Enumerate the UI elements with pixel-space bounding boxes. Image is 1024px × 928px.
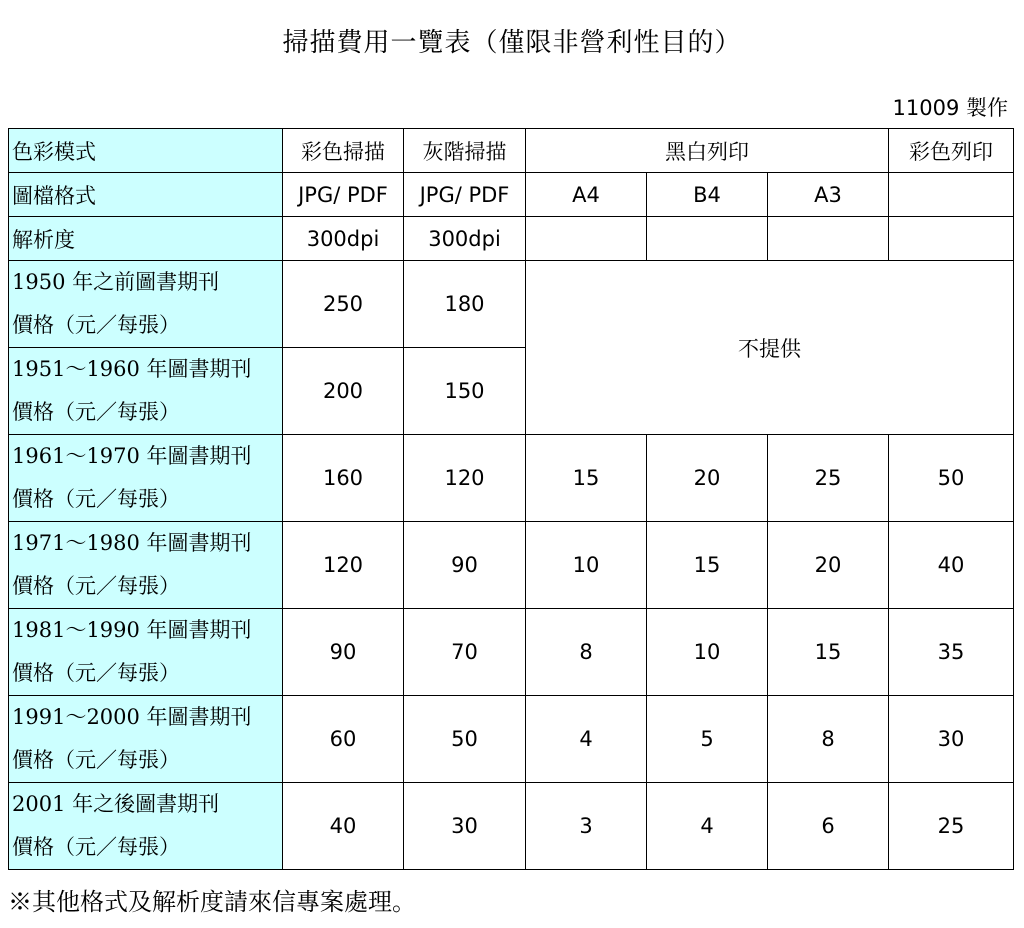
color-scan-header: 彩色掃描 — [283, 129, 404, 173]
price-bw-b4: 5 — [647, 696, 768, 783]
table-row — [9, 609, 1014, 696]
dpi-color-print — [889, 217, 1014, 261]
table-row — [9, 522, 1014, 609]
period-label: 1961～1970 年圖書期刊 價格（元／每張） — [9, 435, 283, 522]
price-table — [8, 128, 1014, 870]
dpi-b4 — [647, 217, 768, 261]
dpi-a4 — [526, 217, 647, 261]
price-bw-a3: 8 — [768, 696, 889, 783]
price-color-scan: 120 — [283, 522, 404, 609]
price-color-scan: 40 — [283, 783, 404, 870]
size-b4: B4 — [647, 173, 768, 217]
price-bw-a4: 3 — [526, 783, 647, 870]
price-color-print: 40 — [889, 522, 1014, 609]
dpi-color-scan: 300dpi — [283, 217, 404, 261]
price-gray-scan: 30 — [404, 783, 526, 870]
period-label: 1971～1980 年圖書期刊 價格（元／每張） — [9, 522, 283, 609]
price-gray-scan: 90 — [404, 522, 526, 609]
maker-stamp: 11009 製作 — [892, 96, 1008, 120]
price-bw-a3: 6 — [768, 783, 889, 870]
price-color-scan: 160 — [283, 435, 404, 522]
gray-scan-header: 灰階掃描 — [404, 129, 526, 173]
price-color-print: 35 — [889, 609, 1014, 696]
price-bw-b4: 20 — [647, 435, 768, 522]
price-color-print: 30 — [889, 696, 1014, 783]
price-gray-scan: 50 — [404, 696, 526, 783]
color-print-header: 彩色列印 — [889, 129, 1014, 173]
table-row — [9, 435, 1014, 522]
period-label: 2001 年之後圖書期刊 價格（元／每張） — [9, 783, 283, 870]
price-bw-a3: 20 — [768, 522, 889, 609]
dpi-gray-scan: 300dpi — [404, 217, 526, 261]
page-title: 掃描費用一覽表（僅限非營利性目的） — [282, 28, 742, 58]
price-color-print: 50 — [889, 435, 1014, 522]
header-row-format — [9, 173, 1014, 217]
price-bw-b4: 4 — [647, 783, 768, 870]
format-color-print — [889, 173, 1014, 217]
size-a4: A4 — [526, 173, 647, 217]
price-bw-a4: 4 — [526, 696, 647, 783]
dpi-a3 — [768, 217, 889, 261]
format-label: 圖檔格式 — [9, 173, 283, 217]
price-color-scan: 60 — [283, 696, 404, 783]
price-color-scan: 90 — [283, 609, 404, 696]
size-a3: A3 — [768, 173, 889, 217]
period-label: 1991～2000 年圖書期刊 價格（元／每張） — [9, 696, 283, 783]
price-color-print: 25 — [889, 783, 1014, 870]
price-bw-a3: 25 — [768, 435, 889, 522]
bw-print-header: 黑白列印 — [526, 129, 889, 173]
price-gray-scan: 120 — [404, 435, 526, 522]
price-bw-b4: 10 — [647, 609, 768, 696]
price-bw-b4: 15 — [647, 522, 768, 609]
mode-label: 色彩模式 — [9, 129, 283, 173]
table-row — [9, 696, 1014, 783]
table-row — [9, 783, 1014, 870]
dpi-label: 解析度 — [9, 217, 283, 261]
period-label: 1951～1960 年圖書期刊 價格（元／每張） — [9, 348, 283, 435]
price-gray-scan: 70 — [404, 609, 526, 696]
period-label: 1950 年之前圖書期刊 價格（元／每張） — [9, 261, 283, 348]
price-color-scan: 200 — [283, 348, 404, 435]
not-provided-cell: 不提供 — [526, 261, 1014, 435]
price-bw-a4: 10 — [526, 522, 647, 609]
footnote: ※其他格式及解析度請來信專案處理。 — [8, 888, 416, 916]
table-row — [9, 261, 1014, 348]
price-color-scan: 250 — [283, 261, 404, 348]
period-label: 1981～1990 年圖書期刊 價格（元／每張） — [9, 609, 283, 696]
price-gray-scan: 180 — [404, 261, 526, 348]
header-row-mode — [9, 129, 1014, 173]
price-bw-a3: 15 — [768, 609, 889, 696]
price-bw-a4: 15 — [526, 435, 647, 522]
price-bw-a4: 8 — [526, 609, 647, 696]
price-gray-scan: 150 — [404, 348, 526, 435]
format-color-scan: JPG/ PDF — [283, 173, 404, 217]
header-row-dpi — [9, 217, 1014, 261]
format-gray-scan: JPG/ PDF — [404, 173, 526, 217]
